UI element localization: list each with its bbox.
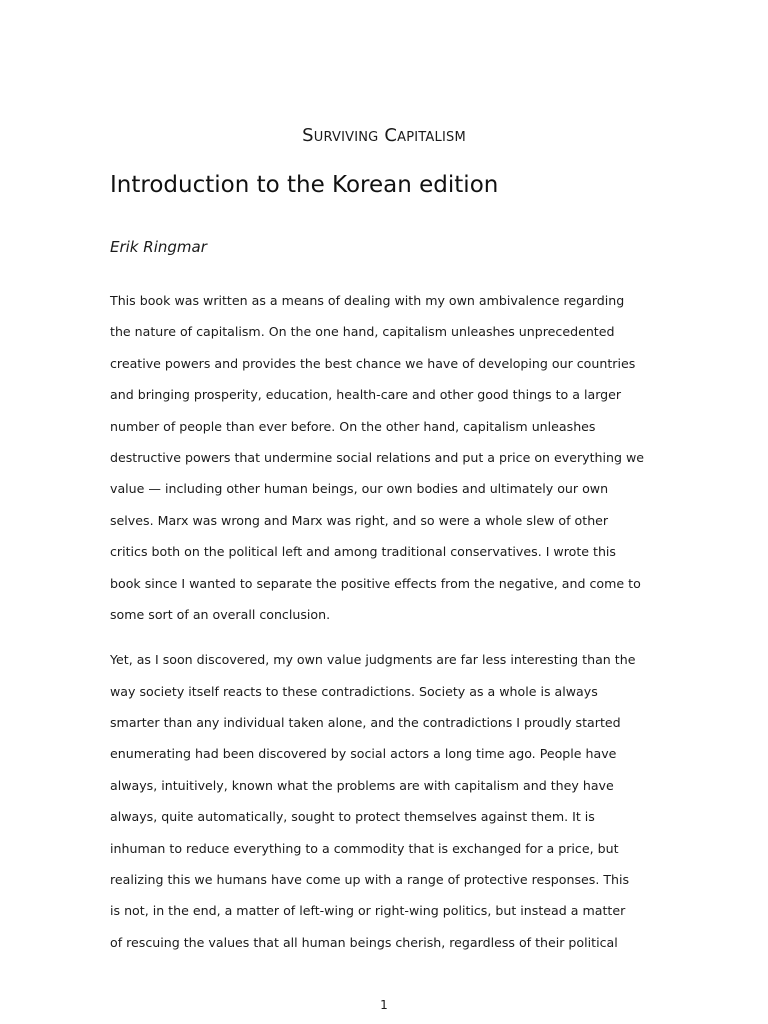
paragraph-1	[110, 290, 662, 635]
text-line: inhuman to reduce everything to a commodity that is exchanged for a price, but	[110, 840, 619, 856]
text-line: number of people than ever before. On the other hand, capitalism unleashes	[110, 418, 596, 434]
chapter-title: Introduction to the Korean edition	[110, 172, 499, 198]
author-name: Erik Ringmar	[110, 238, 207, 256]
text-line: some sort of an overall conclusion.	[110, 606, 331, 622]
text-line: book since I wanted to separate the positive effects from the negative, and come to	[110, 575, 641, 591]
text-line: of rescuing the values that all human beings cherish, regardless of their political	[110, 934, 618, 950]
text-line: destructive powers that undermine social relations and put a price on everything we	[110, 449, 645, 465]
text-line: selves. Marx was wrong and Marx was right, and so were a whole slew of other	[110, 512, 609, 528]
text-line: Yet, as I soon discovered, my own value judgments are far less interesting than the	[110, 652, 636, 668]
text-line: is not, in the end, a matter of left-wing or right-wing politics, but instead a matter	[110, 903, 626, 919]
text-line: and bringing prosperity, education, health-care and other good things to a larger	[110, 387, 622, 403]
page-number: 1	[380, 998, 388, 1012]
text-line: value — including other human beings, our own bodies and ultimately our own	[110, 481, 609, 497]
text-line: critics both on the political left and among traditional conservatives. I wrote this	[110, 544, 616, 560]
running-title: Surviving Capitalism	[302, 125, 466, 146]
text-line: realizing this we humans have come up with a range of protective responses. This	[110, 872, 630, 888]
text-line: always, quite automatically, sought to protect themselves against them. It is	[110, 809, 595, 825]
paragraph-2	[110, 649, 662, 963]
text-line: enumerating had been discovered by social actors a long time ago. People have	[110, 746, 617, 762]
text-line: creative powers and provides the best chance we have of developing our countries	[110, 355, 636, 371]
text-line: the nature of capitalism. On the one hand, capitalism unleashes unprecedented	[110, 324, 615, 340]
text-line: way society itself reacts to these contradictions. Society as a whole is always	[110, 683, 598, 699]
text-line: This book was written as a means of dealing with my own ambivalence regarding	[110, 293, 625, 308]
body-text	[110, 290, 662, 963]
text-line: always, intuitively, known what the problems are with capitalism and they have	[110, 777, 614, 793]
text-line: smarter than any individual taken alone, and the contradictions I proudly started	[110, 715, 621, 731]
